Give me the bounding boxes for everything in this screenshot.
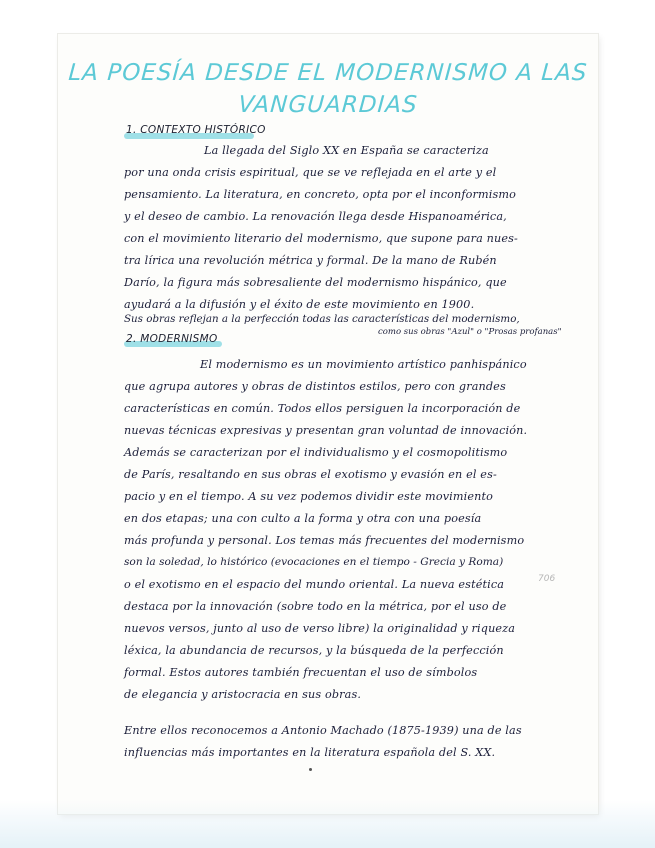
paragraph-line: Sus obras reflejan a la perfección todas las características del modernismo, <box>124 313 520 325</box>
paragraph-line: Darío, la figura más sobresaliente del modernismo hispánico, que <box>124 276 507 289</box>
paragraph-line: que agrupa autores y obras de distintos estilos, pero con grandes <box>124 380 506 393</box>
margin-note: como sus obras "Azul" o "Prosas profanas" <box>378 327 562 337</box>
paragraph-line: características en común. Todos ellos persiguen la incorporación de <box>124 402 521 415</box>
paragraph-line: pacio y en el tiempo. A su vez podemos dividir este movimiento <box>124 490 494 503</box>
paragraph-line: en dos etapas; una con culto a la forma y otra con una poesía <box>124 512 482 525</box>
paragraph-line: ayudará a la difusión y el éxito de este movimiento en 1900. <box>124 298 475 311</box>
watermark-band <box>0 800 655 848</box>
page-title-line-2: VANGUARDIAS <box>237 92 419 118</box>
paragraph-line: pensamiento. La literatura, en concreto, opta por el inconformismo <box>124 188 517 201</box>
paragraph-line: y el deseo de cambio. La renovación llega desde Hispanoamérica, <box>124 210 507 223</box>
paragraph-line: de París, resaltando en sus obras el exotismo y evasión en el es- <box>124 468 497 481</box>
paragraph-line: más profunda y personal. Los temas más frecuentes del modernismo <box>124 534 525 547</box>
ink-dot <box>309 768 312 771</box>
paragraph-line: Además se caracterizan por el individualismo y el cosmopolitismo <box>124 446 508 459</box>
page-title-line-1: LA POESÍA DESDE EL MODERNISMO A LAS <box>67 60 589 86</box>
paragraph-line: destaca por la innovación (sobre todo en la métrica, por el uso de <box>124 600 507 613</box>
paragraph-line: por una onda crisis espiritual, que se ve reflejada en el arte y el <box>124 166 497 179</box>
paragraph-line: o el exotismo en el espacio del mundo oriental. La nueva estética <box>124 578 505 591</box>
margin-mark: 706 <box>538 574 556 584</box>
paragraph-line: son la soledad, lo histórico (evocaciones en el tiempo - Grecia y Roma) <box>124 556 504 568</box>
paragraph-line: influencias más importantes en la literatura española del S. XX. <box>124 746 496 759</box>
paragraph-line: de elegancia y aristocracia en sus obras. <box>124 688 362 701</box>
paragraph-line: La llegada del Siglo XX en España se caracteriza <box>204 144 489 157</box>
paragraph-line: léxica, la abundancia de recursos, y la búsqueda de la perfección <box>124 644 504 657</box>
section-heading-modernismo: 2. MODERNISMO <box>126 333 218 345</box>
paragraph-line: tra lírica una revolución métrica y formal. De la mano de Rubén <box>124 254 497 267</box>
paragraph-line: nuevos versos, junto al uso de verso libre) la originalidad y riqueza <box>124 622 516 635</box>
paragraph-line: El modernismo es un movimiento artístico panhispánico <box>200 358 527 371</box>
section-heading-contexto: 1. CONTEXTO HISTÓRICO <box>126 124 266 136</box>
paragraph-line: formal. Estos autores también frecuentan el uso de símbolos <box>124 666 478 679</box>
paragraph-line: con el movimiento literario del modernismo, que supone para nues- <box>124 232 518 245</box>
paragraph-line: Entre ellos reconocemos a Antonio Machado (1875-1939) una de las <box>124 724 522 737</box>
paragraph-line: nuevas técnicas expresivas y presentan gran voluntad de innovación. <box>124 424 528 437</box>
